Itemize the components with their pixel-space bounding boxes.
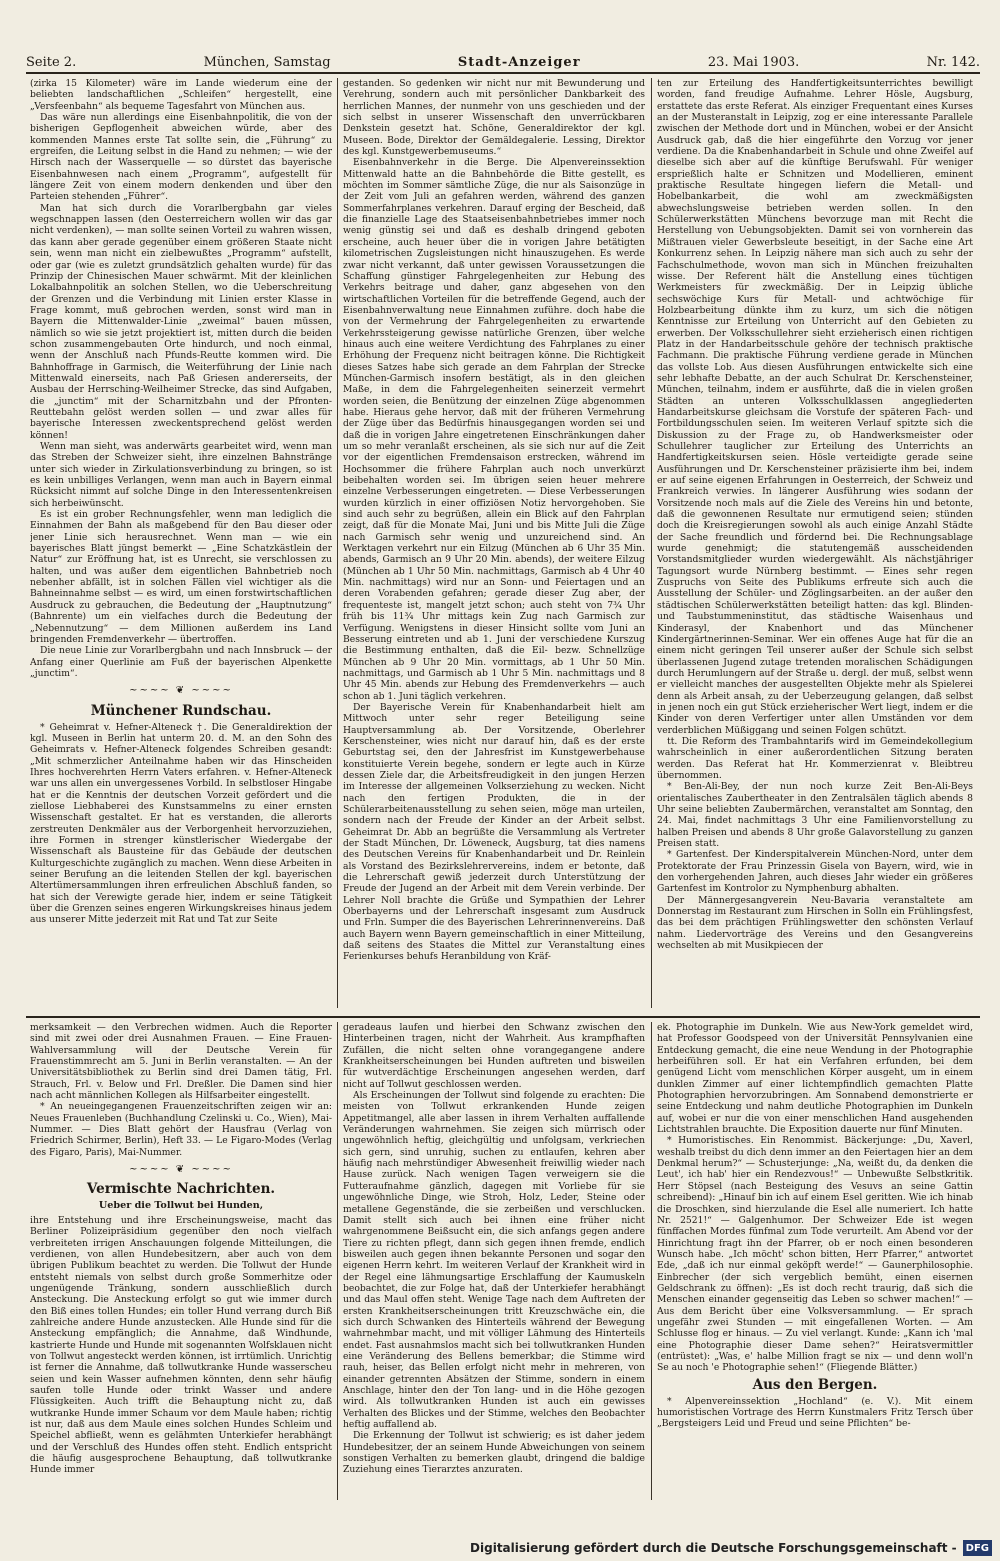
- place-date: München, Samstag: [203, 55, 331, 70]
- paragraph: * Humoristisches. Ein Renommist. Bäckerjunge: „Du, Xaverl, weshalb treibst du dich denn immer an den Feiertagen hier an dem Denkmal herum?“ — Schusterjunge: „Na, weißt du, da denken die Leut', ich hab' hier ein Rendezvous!“ — Unbewußte Selbstkritik. Herr Stöpsel (nach Besteigung des Vesuvs an seine Gattin schreibend): „Hinauf bin ich auf einem Esel geritten. Wie ich hinab die Droschken, sind hierzulande die Esel alle numeriert. Ich hatte Nr. 2521!“ — Galgenhumor. Der Schweizer Ede ist wegen fünffachen Mordes fünfmal zum Tode verurteilt. Am Abend vor der Hinrichtung fragt ihn der Pfarrer, ob er noch einen besonderen Wunsch habe. „Ich möcht' schon bitten, Herr Pfarrer,“ antwortet Ede, „daß ich nur einmal geköpft werde!“ — Gaunerphilosophie. Einbrecher (der sich vergeblich bemüht, einen eisernen Geldschrank zu öffnen): „Es ist doch recht traurig, daß sich die Menschen einander gegenseitig das Leben so schwer machen!“ — Aus dem Bericht über eine Volksversammlung. — Er sprach ungefähr zwei Stunden — mit eingefallenen Worten. — Am Schlusse flog er hinaus. — Zu viel verlangt. Kunde: „Kann ich 'mal eine Photographie dieser Dame sehen?“ Heiratsvermittler (entrüstet): „Was, e' halbe Million fragt se nix — und denn woll'n Se au noch 'e Photographie sehen!“ (Fliegende Blätter.): [657, 1135, 973, 1374]
- issue-date: 23. Mai 1903.: [707, 55, 800, 70]
- column-rule: [337, 78, 338, 1008]
- paragraph: Die neue Linie zur Vorarlbergbahn und nach Innsbruck — der Anfang einer Querlinie am Fuß der bayerischen Alpenkette „junctim“.: [30, 645, 332, 679]
- column-rule: [651, 1022, 652, 1500]
- ornament-divider: ~~~~ ❦ ~~~~: [129, 685, 233, 697]
- paragraph: * An neueingegangenen Frauenzeitschriften zeigen wir an: Neues Frauenleben (Buchhandlung Czelinski u. Co., Wien), Mai-Nummer. — Dies Blatt gehört der Hausfrau (Verlag von Friedrich Schirmer, Berlin), Heft 33. — Le Figaro-Modes (Verlag des Figaro, Paris), Mai-Nummer.: [30, 1101, 332, 1158]
- paragraph: ek. Photographie im Dunkeln. Wie aus New-York gemeldet wird, hat Professor Goodspeed von der Universität Pennsylvanien eine Entdeckung gemacht, die eine neue Wendung in der Photographie herbeiführen soll. Er hat ein Verfahren erfunden, bei dem genügend Licht vom menschlichen Körper ausgeht, um in einem dunklen Zimmer auf einer lichtempfindlich gemachten Platte Photographien hervorzubringen. Am Sonnabend demonstrierte er seine Entdeckung und nahm deutliche Photographien im Dunkeln auf, wobei er nur die von einer menschlichen Hand ausgehenden Lichtstrahlen brauchte. Die Exposition dauerte nur fünf Minuten.: [657, 1022, 973, 1136]
- section-divider: [26, 1016, 980, 1018]
- paragraph: gestanden. So gedenken wir nicht nur mit Bewunderung und Verehrung, sondern auch mit persönlicher Dankbarkeit des herrlichen Mannes, der nunmehr von uns geschieden und der sich selbst in unserer Wissenschaft den unverrückbaren Denkstein gesetzt hat. Schöne, Generaldirektor der kgl. Museen. Bode, Direktor der Gemäldegalerie. Lessing, Direktor des kgl. Kunstgewerbemuseums.“: [343, 78, 645, 158]
- paragraph: ten zur Erteilung des Handfertigkeitsunterrichtes bewilligt worden, fand freudige Aufnahme. Lehrer Hösle, Augsburg, erstattete das erste Referat. Als einziger Frequentant eines Kurses an der Musteranstalt in Leipzig, zog er eine interessante Parallele zwischen der Methode dort und in München, wobei er der Ansicht Ausdruck gab, daß die hier eingeführte den Vorzug vor jener verdiene. Da die Knabenhandarbeit in Schule und ohne Zweifel auf dieselbe sich aber auf die künftige Berufswahl. Für weniger ersprießlich halte er Schnitzen und Modellieren, eminent praktische Resultate hingegen liefern die Metall- und Hobelbankarbeit, die wohl am zweckmäßigsten abwechslungsweise betrieben werden sollen. In den Schülerwerkstätten Münchens bevorzuge man mit Recht die Herstellung von Uebungsobjekten. Damit sei von vornherein das Mißtrauen vieler Gewerbsleute beseitigt, in der Sache eine Art Konkurrenz sehen. In Leipzig nähere man sich auch zu sehr der Fachschulmethode, wovon man sich in München freizuhalten wisse. Der Referent hält die Anstellung eines tüchtigen Werkmeisters für zweckmäßig. Der in Leipzig übliche sechswöchige Kurs für Metall- und achtwöchige für Holzbearbeitung dünkte ihm zu kurz, um sich die nötigen Kenntnisse zur Erteilung von Unterricht auf den Gebieten zu erwerben. Der Volksschullehrer sieht erzieherisch einen richtigen Platz in der Handarbeitsschule gehöre der technisch praktische Fachmann. Die praktische Führung verdiene gerade in München das vollste Lob. Aus diesen Ausführungen entwickelte sich eine sehr lebhafte Debatte, an der auch Schulrat Dr. Kerschensteiner, München, teilnahm, indem er ausführte, daß die in vielen großen Städten an unteren Volksschulklassen angegliederten Handarbeitskurse gleichsam die Vorstufe der späteren Fach- und Fortbildungsschulen seien. Im weiteren Verlauf spitzte sich die Diskussion zu der Frage zu, ob Handwerksmeister oder Schullehrer tauglicher zur Erteilung des Unterrichts an Handfertigkeitskursen seien. Hösle verteidigte gerade seine Ausführungen und Dr. Kerschensteiner präzisierte ihm bei, indem er auf seine eigenen Erfahrungen in Oesterreich, der Schweiz und Frankreich verwies. In längerer Ausführung wies sodann der Vorsitzende noch mals auf die Ziele des Vereins hin und betonte, daß die gewonnenen Resultate nur ermutigend seien; stünden doch die Kreisregierungen sowohl als auch einige Anzahl Städte der Sache freundlich und fördernd bei. Die Rechnungsablage wurde genehmigt; die statutengemäß ausscheidenden Vorstandsmitglieder wurden wiedergewählt. Als nächstjähriger Tagungsort wurde Nürnberg bestimmt. — Eines sehr regen Zuspruchs von Seite des Publikums erfreute sich auch die Ausstellung der Schüler- und Zöglingsarbeiten. an der außer den städtischen Schülerwerkstätten beteiligt hatten: das kgl. Blinden- und Taubstummeninstitut, das städtische Waisenhaus und Kinderasyl, der Knabenhort und das Münchener Kindergärtnerinnen-Seminar. Wer ein offenes Auge hat für die an einem nicht geringen Teil unserer außer der Schule sich selbst überlassenen Jugend zutage tretenden moralischen Schädigungen durch Herumlungern auf der Straße u. dergl. der muß, selbst wenn er vielleicht manches der ausgestellten Objekte mehr als Spielerei denn als Arbeit ansah, zu der Ueberzeugung gelangen, daß selbst in jenen noch ein gut Stück erzieherischer Wert liegt, indem er die Kinder von deren Verfertiger unter allen Umständen vor dem verderblichen Müßiggang und seinen Folgen schützt.: [657, 78, 973, 736]
- column-rule: [337, 1022, 338, 1500]
- paragraph: * Alpenvereinssektion „Hochland“ (e. V.). Mit einem humoristischen Vortrage des Herrn Kunstmalers Fritz Tersch über „Bergsteigers Leid und Freud und seine Pflichten“ be-: [657, 1395, 973, 1430]
- paragraph: (zirka 15 Kilometer) wäre im Lande wiederum eine der beliebten landschaftlichen „Schleifen“ hergestellt, eine „Versfeenbahn“ als bequeme Tagesfahrt von München aus.: [30, 78, 332, 112]
- paragraph: Man hat sich durch die Vorarlbergbahn gar vieles wegschnappen lassen (den Oesterreichern wollen wir das gar nicht verdenken), — man sollte seinen Vorteil zu wahren wissen, das kann aber gerade gegenüber einem größeren Staate nicht sein, wenn man nicht ein zielbewußtes „Programm“ aufstellt, oder gar (wie es zuletzt grundsätzlich gehalten wurde) für das Prinzip der Chinesischen Mauer schwärmt. Mit der kleinlichen Lokalbahnpolitik an solchen Stellen, wo die Ueberschreitung der Grenzen und die Verbindung mit Linien erster Klasse in Frage kommt, muß gebrochen werden, sonst wird man in Bayern die Mittenwalder-Linie „zweimal“ bauen müssen, nämlich so wie sie jetzt projektiert ist, mitten durch die beiden schon zusammengebauten Orte hindurch, und noch einmal, wenn der Anschluß nach Pfunds-Reutte kommen wird. Die Bahnhoffrage in Garmisch, die Weiterführung der Linie nach Mittenwald einerseits, nach Paß Griesen andererseits, der Ausbau der Herrsching-Weilheimer Strecke, das sind Aufgaben, die „junctim“ mit der Scharnitzbahn und der Pfronten-Reuttebahn gelöst werden sollen — und zwar alles für bayerische Interessen zweckentsprechend gelöst werden können!: [30, 202, 332, 441]
- paragraph: Das wäre nun allerdings eine Eisenbahnpolitik, die von der bisherigen Gepflogenheit abweichen würde, aber des kommenden Mannes erste Tat sollte sein, die „Führung“ zu ergreifen, die Leitung selbst in die Hand zu nehmen; — wie der Hirsch nach der Wasserquelle — so dürstet das bayerische Eisenbahnwesen nach einem „Programm“, aufgestellt für längere Zeit von einem modern denkenden und über den Parteien stehenden „Führer“.: [30, 112, 332, 203]
- paragraph: tt. Die Reform des Trambahntarifs wird im Gemeindekollegium wahrscheinlich in einer außerordentlichen Sitzung beraten werden. Das Referat hat Hr. Kommerzienrat v. Bleibtreu übernommen.: [657, 735, 973, 781]
- issue-number: Nr. 142.: [926, 55, 980, 70]
- bottom-column-2: [343, 1022, 645, 1500]
- section-subheading: Ueber die Tollwut bei Hunden,: [98, 1200, 264, 1212]
- paragraph: merksamkeit — den Verbrechen widmen. Auch die Reporter sind mit zwei oder drei Ausnahmen Frauen. — Eine Frauen-Wahlversammlung will der Deutsche Verein für Frauenstimmrecht am 5. Juni in Berlin veranstalten. — An der Universitätsbibliothek zu Berlin sind drei Damen tätig, Frl. Strauch, Frl. v. Below und Frl. Dreßler. Die Damen sind hier nach acht männlichen Kollegen als Hilfsarbeiter eingestellt.: [30, 1022, 332, 1102]
- section-heading: Vermischte Nachrichten.: [86, 1181, 276, 1198]
- paragraph: ihre Entstehung und ihre Erscheinungsweise, macht das Berliner Polizeipräsidium gegenüber den noch vielfach verbreiteten irrigen Anschauungen folgende Mitteilungen, die verdienen, von allen Hundebesitzern, aber auch von dem übrigen Publikum beachtet zu werden. Die Tollwut der Hunde entsteht niemals von selbst durch große Sommerhitze oder ungenügende Tränkung, sondern ausschließlich durch Ansteckung. Die Ansteckung erfolgt so gut wie immer durch den Biß eines tollen Hundes; ein toller Hund verrang durch Biß zahlreiche andere Hunde anzustecken. Alle Hunde sind für die Ansteckung empfänglich; die Annahme, daß Windhunde, kastrierte Hunde und Hunde mit sogenannten Wolfsklauen nicht von Tollwut angesteckt werden können, ist irrtümlich. Unrichtig ist ferner die Annahme, daß tollwutkranke Hunde wasserscheu seien und kein Wasser aufnehmen könnten, denn sehr häufig saufen tolle Hunde oder trinkt Wasser und andere Flüssigkeiten. Auch trifft die Behauptung nicht zu, daß wutkranke Hunde immer Schaum vor dem Maule haben; richtig ist nur, daß aus dem Maule eines solchen Hundes Schleim und Speichel abfließt, wenn es gelähmten Unterkiefer herabhängt und der Verschluß des Hundes offen steht. Endlich entspricht die häufig ausgesprochene Behauptung, daß tollwutkranke Hunde immer: [30, 1214, 332, 1476]
- bottom-column-1: [30, 1022, 332, 1500]
- top-column-3: [657, 78, 973, 1008]
- column-rule: [651, 78, 652, 1008]
- paragraph: * Gartenfest. Der Kinderspitalverein München-Nord, unter dem Protektorate der Frau Prinzessin Gisela von Bayern, wird, wie in den vorhergehenden Jahren, auch dieses Jahr wieder ein größeres Gartenfest im Kontrolor zu Nymphenburg abhalten.: [657, 849, 973, 895]
- dfg-logo: DFG: [963, 1540, 992, 1556]
- section-heading: Aus den Bergen.: [752, 1376, 878, 1393]
- page-number: Seite 2.: [26, 55, 77, 70]
- paragraph: * Ben-Ali-Bey, der nun noch kurze Zeit Ben-Ali-Beys orientalisches Zaubertheater in den Zentralsälen täglich abends 8 Uhr seine beliebten Zaubermärchen, veranstaltet am Sonntag, den 24. Mai, findet nachmittags 3 Uhr eine Familienvorstellung zu halben Preisen und abends 8 Uhr große Galavorstellung zu ganzen Preisen statt.: [657, 781, 973, 850]
- section-heading: Münchener Rundschau.: [90, 702, 272, 719]
- paragraph: Wenn man sieht, was anderwärts gearbeitet wird, wenn man das Streben der Schweizer sieht, ihre einzelnen Bahnstränge unter sich wieder in Zirkulationsverbindung zu bringen, so ist es kein unbilliges Verlangen, wenn man auch in Bayern einmal Rücksicht nimmt auf solche Dinge in den Interessentenkreisen sich herbeiwünscht.: [30, 441, 332, 509]
- digitization-footer: [0, 1535, 1000, 1561]
- bottom-column-3: [657, 1022, 973, 1500]
- paragraph: Der Männergesangverein Neu-Bavaria veranstaltete am Donnerstag im Restaurant zum Hirschen in Solln ein Frühlingsfest, das bei dem prächtigen Frühlingswetter den schönsten Verlauf nahm. Liedervorträge des Vereins und den Gesangvereins wechselten ab mit Musikpiecen der: [657, 894, 973, 952]
- paragraph: * Geheimrat v. Hefner-Alteneck †. Die Generaldirektion der kgl. Museen in Berlin hat unterm 20. d. M. an den Sohn des Geheimrats v. Hefner-Alteneck folgendes Schreiben gesandt: „Mit schmerzlicher Anteilnahme haben wir das Hinscheiden Ihres hochverehrten Herrn Vaters erfahren. v. Hefner-Alteneck war uns allen ein unvergessenes Vorbild. In selbstloser Hingabe hat er die Kenntnis der deutschen Vorzeit gefördert und die ziellose Liebhaberei des Kunstsammelns zu einer ernsten Wissenschaft gestaltet. Er hat es verstanden, die allerorts zerstreuten Denkmäler aus der Verborgenheit hervorzuziehen, ihre Formen in strenger künstlerischer Wiedergabe der Wissenschaft als Bausteine für das Gebäude der deutschen Kulturgeschichte zugänglich zu machen. Wenn diese Arbeiten in seiner Berufung an die leitenden Stellen der kgl. bayerischen Altertümersammlungen ihren erfreulichen Abschluß fanden, so hat sich der Verewigte gerade hier, indem er seine Tätigkeit über die Grenzen seines engeren Wirkungskreises hinaus jedem aus unserer Mitte jederzeit mit Rat und Tat zur Seite: [30, 721, 332, 926]
- ornament-divider: ~~~~ ❦ ~~~~: [129, 1164, 233, 1176]
- paragraph: Der Bayerische Verein für Knabenhandarbeit hielt am Mittwoch unter sehr reger Beteiligung seine Hauptversammlung ab. Der Vorsitzende, Oberlehrer Kerschensteiner, wies nicht nur darauf hin, daß es der erste Geburtstag sei, den der Jahresfrist im Kunstgewerbehause konstituierte Verein begehe, sondern er legte auch in Kürze dessen Ziele dar, die Arbeitsfreudigkeit in den jungen Herzen im Interesse der allgemeinen Volkserziehung zu wecken. Nicht nach den fertigen Produkten, die in der Schülerarbeitenausstellung zu sehen seien, möge man urteilen, sondern nach der Freude der Kinder an der Arbeit selbst. Geheimrat Dr. Abb an begrüßte die Versammlung als Vertreter der Stadt München, Dr. Löweneck, Augsburg, tat dies namens des Deutschen Vereins für Knabenhandarbeit und Dr. Reinlein als Vorstand des Bezirkslehrervereins, indem er betonte, daß die Lehrerschaft gewiß jederzeit durch Unterstützung der Freude der Jugend an der Arbeit mit dem Verein verbinde. Der Lehrer Noll brachte die Grüße und Sympathien der Lehrer Oberbayerns und der Lehrerschaft insgesamt zum Ausdruck und Frln. Sumper die des Bayerischen Lehrerinnenvereins. Daß auch Bayern wenn Bayern gemeinschaftlich in einer Mitteilung, daß seitens des Staates die Mittel zur Veranstaltung eines Ferienkurses behufs Heranbildung von Kräf-: [343, 701, 645, 963]
- paragraph: Eisenbahnverkehr in die Berge. Die Alpenvereinssektion Mittenwald hatte an die Bahnbehörde die Bitte gestellt, es möchten im Sommer sämtliche Züge, die nur als Saisonzüge in der Zeit vom Juli an gefahren werden, während des ganzen Sommerfahrplanes verkehren. Darauf erging der Bescheid, daß die finanzielle Lage des Staatseisenbahnbetriebes immer noch wenig günstig sei und daß es deshalb dringend geboten erscheine, auch heuer über die in vorigen Jahre betätigten kilometrischen Zugsleistungen nicht hinauszugehen. Es werde zwar nicht verkannt, daß unter gewissen Voraussetzungen die Schaffung günstiger Fahrgelegenheiten zur Hebung des Verkehrs beitrage und daher, ganz abgesehen von den wirtschaftlichen Vorteilen für die betreffende Gegend, auch der Eisenbahnverwaltung neue Einnahmen zuführe. doch habe die von der Vermehrung der Fahrgelegenheiten zu erwartende Verkehrssteigerung gewisse natürliche Grenzen, über welche hinaus auch eine weitere Verdichtung des Fahrplanes zu einer Erhöhung der Frequenz nicht beitragen könne. Die Richtigkeit dieses Satzes habe sich gerade an dem Fahrplan der Strecke München-Garmisch insofern bestätigt, als in den gleichen Maße, in dem die Fahrgelegenheiten seinerzeit vermehrt worden seien, die Benützung der einzelnen Züge abgenommen habe. Hieraus gehe hervor, daß mit der früheren Vermehrung der Züge über das Bedürfnis hinausgegangen worden sei und daß die in vorigen Jahre eingetretenen Einschränkungen daher um so mehr veranlaßt erscheinen, als sie sich nur auf die Zeit vor der eigentlichen Fremdensaison erstrecken, während im Hochsommer die frühere Fahrplan auch noch unverkürzt beibehalten worden sei. Im übrigen seien heuer mehrere einzelne Verbesserungen eingetreten. — Diese Verbesserungen wurden kürzlich in einer offiziösen Notiz hervorgehoben. Sie sind auch sehr zu begrüßen, allein ein Blick auf den Fahrplan zeigt, daß für die Monate Mai, Juni und bis Mitte Juli die Züge nach Garmisch sehr wenig und unzureichend sind. An Werktagen verkehrt nur ein Eilzug (München ab 6 Uhr 35 Min. abends, Garmisch an 9 Uhr 20 Min. abends), der weitere Eilzug (München ab 1 Uhr 50 Min. nachmittags, Garmisch ab 4 Uhr 40 Min. nachmittags) wird nur an Sonn- und Feiertagen und an deren Vorabenden gefahren; gerade dieser Zug aber, der frequenteste ist, mangelt jetzt schon; auch steht von 7¾ Uhr früh bis 11¾ Uhr mittags kein Zug nach Garmisch zur Verfügung. Wenigstens in dieser Hinsicht sollte vom Juni an Besserung eintreten und ab 1. Juni der verschiedene Kurszug die Bestimmung enthalten, daß die Eil- bezw. Schnellzüge München ab 9 Uhr 20 Min. vormittags, ab 1 Uhr 50 Min. nachmittags, und Garmisch ab 1 Uhr 5 Min. nachmittags und 8 Uhr 45 Min. abends zur Hebung des Fremdenverkehrs — auch schon ab 1. Juni täglich verkehren.: [343, 157, 645, 702]
- top-column-2: [343, 78, 645, 1008]
- paragraph: Es ist ein grober Rechnungsfehler, wenn man lediglich die Einnahmen der Bahn als maßgebend für den Bau dieser oder jener Linie sich herausrechnet. Wenn man — wie ein bayerisches Blatt jüngst bemerkt — „Eine Schatzkästlein der Natur“ zur Eröffnung hat, ist es Unrecht, sie verschlossen zu halten, und was außer dem eigentlichen Bahnbetrieb noch nebenher abfällt, ist in solchen Fällen viel wichtiger als die Bahneinnahme selbst — es wird, um einen forstwirtschaftlichen Ausdruck zu gebrauchen, die Bedeutung der „Hauptnutzung“ (Bahnrente) um ein vielfaches durch die Bedeutung der „Nebennutzung“ — dem Millionen außerdem ins Land bringenden Fremdenverkehr — übertroffen.: [30, 509, 332, 645]
- paragraph: geradeaus laufen und hierbei den Schwanz zwischen den Hinterbeinen tragen, nicht der Wahrheit. Aus krampfhaften Zufällen, die nicht selten ohne vorangegangene andere Krankheitserscheinungen bei Hunden auftreten und bisweilen für wutverdächtige Erscheinungen angesehen werden, darf nicht auf Tollwut geschlossen werden.: [343, 1022, 645, 1090]
- footer-credit: Digitalisierung gefördert durch die Deutsche Forschungsgemeinschaft -: [470, 1541, 957, 1555]
- page-header: [26, 52, 980, 74]
- paragraph: Als Erscheinungen der Tollwut sind folgende zu erachten: Die meisten von Tollwut erkrankenden Hunde zeigen Appetitmangel, alle aber lassen in ihrem Verhalten auffallende Veränderungen wahrnehmen. Sie zeigen sich mürrisch oder ungewöhnlich heftig, gleichgültig und unfolgsam, verkriechen sich gern, sind unruhig, suchen zu entlaufen, kehren aber häufig nach mehrstündiger Abwesenheit freiwillig wieder nach Hause zurück. Nach wenigen Tagen verweigern sie die Futteraufnahme gänzlich, dagegen mit Vorliebe für sie ungewöhnliche Dinge, wie Stroh, Holz, Leder, Steine oder metallene Gegenstände, die sie zerbeißen und verschlucken. Damit stellt sich auch bei ihnen eine früher nicht wahrgenommene Beißsucht ein, die sich anfangs gegen andere Tiere zu richten pflegt, dann sich gegen ihnen fremde, endlich bisweilen auch gegen ihnen bekannte Personen und sogar den eigenen Herrn kehrt. Im weiteren Verlauf der Krankheit wird in der Regel eine lähmungsartige Erschlaffung der Kaumuskeln beobachtet, die zur Folge hat, daß der Unterkiefer herabhängt und das Maul offen steht. Wenige Tage nach dem Auftreten der ersten Krankheitserscheinungen tritt Kreuzschwäche ein, die sich durch Schwanken des Hinterteils während der Bewegung wahrnehmbar macht, und mit völliger Lähmung des Hinterteils endet. Fast ausnahmslos macht sich bei tollwutkranken Hunden eine Veränderung des Bellens bemerkbar; die Stimme wird rauh, heiser, das Bellen erfolgt nicht mehr in mehreren, von einander getrennten Absätzen der Stimme, sondern in einem Anschlage, hinter den der Ton lang- und in die Höhe gezogen wird. Als tollwutkranken Hunden ist auch ein gewisses Verhalten des Blickes und der Stimme, welches den Beobachter heftig auffallend ab.: [343, 1090, 645, 1431]
- newspaper-title: Stadt-Anzeiger: [457, 55, 581, 70]
- top-column-1: [30, 78, 332, 1008]
- paragraph: Die Erkennung der Tollwut ist schwierig; es ist daher jedem Hundebesitzer, der an seinem Hunde Abweichungen von seinem sonstigen Verhalten zu bemerken glaubt, dringend die baldige Zuziehung eines Tierarztes anzuraten.: [343, 1430, 645, 1476]
